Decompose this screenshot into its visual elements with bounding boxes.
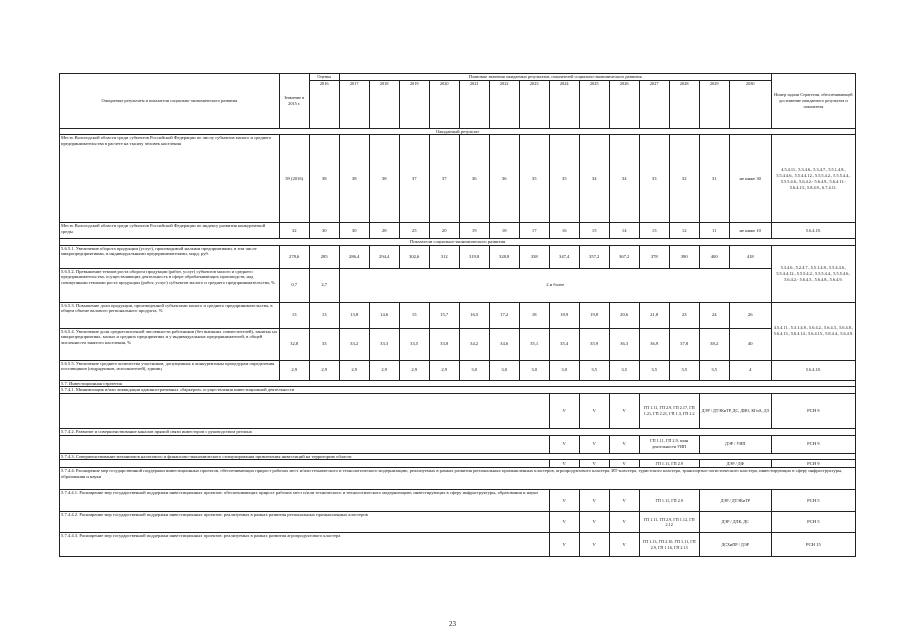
cell-value: 4	[729, 360, 771, 380]
cell-mark: V	[579, 460, 609, 468]
cell-value: 13,8	[339, 302, 369, 328]
cell-task: 4.5.4.11., 5.3.4.6., 5.3.4.7., 5.5.1.4.8., 5.5.4.4.6., 5.5.4.4.12., 5.5.5.4.2., 5.5.5.4.4., 5.5.5.4.6., 5.6.4.2.- 5.6.4.9., 5.6.4.11.- 5.6.4.13., 5.8.4.9., 6.7.4.11.	[771, 135, 855, 223]
cell-result: РСН 5	[771, 512, 855, 533]
cell-value: 33	[309, 328, 339, 360]
cell-task: 5.6.4.18.	[771, 360, 855, 380]
cell-mark: V	[609, 393, 639, 428]
cell-value: 14	[609, 223, 639, 239]
cell-mark: V	[549, 490, 579, 512]
cell-value: 37	[429, 135, 459, 223]
year-header: 2017	[339, 80, 369, 128]
cell-value: 378	[639, 245, 669, 268]
cell-value: 33	[639, 135, 669, 223]
indicator-row-label: 5.6.5.3. Повышение доли продукции, произведенной субъектами малого и среднего предпринимательства, в общем объеме валового регионального продукта, %	[60, 302, 280, 328]
cell-value: 294,4	[369, 245, 399, 268]
cell-value: 17,2	[489, 302, 519, 328]
strategy-row-title: 5.7.4.4. Расширение мер государственной поддержки инвестиционных проектов, обеспечивающих прирост рабочих мест и/или технического и технологического модернизацию, реализуемых в рамках развития региональных промышленных кластеров, агропродуктового кластера, ИТ-кластера, туристского кластера, транспортно-логистического кластера, инвестирующих в сферу инфраструктуры, образования и науки	[60, 468, 856, 490]
year-header: 2026	[609, 80, 639, 128]
strategy-row-title: 5.7.4.1. Минимизация и/или ликвидация административных «барьеров» осуществления инвестиционной деятельности	[60, 387, 856, 394]
cell-value: 37,8	[669, 328, 699, 360]
indicator-row-label: 5.6.5.1. Увеличение оборота продукции (услуг), производимой малыми предприятиями, в том числе микропредприятиями, и индивидуальными предпринимателями, млрд. руб.	[60, 245, 280, 268]
cell-value: 3,0	[459, 360, 489, 380]
year-header: 2018	[369, 80, 399, 128]
year-header: 2027	[639, 80, 669, 128]
cell-executors: ДЭР / ДЛК, ДС	[699, 512, 771, 533]
strategy-row-title: 5.7.4.2. Развитие и совершенствование каналов прямой связи инвесторов с руководством региона	[60, 428, 856, 435]
cell-programs: ГП 1.11, ГП 2.9, план деятельности УИП	[639, 435, 699, 453]
cell-mark: V	[579, 393, 609, 428]
cell-value: 418	[729, 245, 771, 268]
cell-task: 5.6.4.18.	[771, 223, 855, 239]
cell-value: 319,8	[459, 245, 489, 268]
cell-base: 278,6	[279, 245, 309, 268]
cell-value: 302,6	[399, 245, 429, 268]
cell-value: 33,5	[399, 328, 429, 360]
cell-mark: V	[609, 435, 639, 453]
strategy-row-label: 5.7.4.4.3. Расширение мер государственной поддержки инвестиционных проектов: реализуемых в рамках развития агропродуктового кластера	[60, 533, 550, 557]
cell-value: 20,6	[609, 302, 639, 328]
cell-value: 3,0	[489, 360, 519, 380]
year-header: 2024	[549, 80, 579, 128]
cell-mark: V	[549, 533, 579, 557]
cell-value: 33,8	[429, 328, 459, 360]
cell-programs: ГП 1.11, ГП 2.9, ГП 2.17, ГП 1.21, ГП 2.21, ГП 1.3, ГП 2.2	[639, 393, 699, 428]
indicator-row-label: 5.6.5.4. Увеличение доли среднесписочной численности работников (без внешних совместителей), занятых на микропредприятиях, малых и средних предприятиях и у индивидуальных предпринимателей, в общей численности занятого населения, %	[60, 328, 280, 360]
strategy-row-label: 5.7.4.4.2. Расширение мер государственной поддержки инвестиционных проектов: реализуемых в рамках развития региональных промышленных кластеров	[60, 512, 550, 533]
cell-value: 36	[459, 135, 489, 223]
indicator-row-label: 5.6.5.5. Увеличение среднего количества участников, допущенных к конкурентным процедурам определения поставщиков (подрядчиков, исполнителей), единиц	[60, 360, 280, 380]
cell-value: 36	[489, 135, 519, 223]
header-indicators: Ожидаемые результаты и показатели социально-экономического развития	[60, 74, 280, 129]
cell-base: 32	[279, 223, 309, 239]
header-planned: Плановые значения ожидаемых результатов, показателей социально-экономического развития	[339, 74, 771, 81]
cell-value: 11	[699, 223, 729, 239]
cell-value: 35,1	[519, 328, 549, 360]
cell-task: 5.3.4.6., 5.2.4.7., 5.5.1.4.8., 5.5.4.4.6., 5.5.4.4.12., 5.5.5.4.2., 5.5.5.4.4., 5.5.5.4.6., 5.6.4.2.- 5.6.4.5., 5.6.4.8., 5.6.4.9.	[771, 245, 855, 302]
cell-value: 30	[339, 223, 369, 239]
cell-mark: V	[609, 490, 639, 512]
year-header: 2016	[309, 80, 339, 128]
year-header: 2028	[669, 80, 699, 128]
cell-value: 19,8	[579, 302, 609, 328]
cell-value: 3,5	[609, 360, 639, 380]
cell-value: 24	[699, 302, 729, 328]
cell-executors: ДЭР / УИП	[699, 435, 771, 453]
cell-value: 338	[519, 245, 549, 268]
cell-base: 32,8	[279, 328, 309, 360]
cell-value: 32	[669, 135, 699, 223]
cell-value: 18,9	[549, 302, 579, 328]
cell-value: 2,9	[429, 360, 459, 380]
year-header: 2020	[429, 80, 459, 128]
cell-value: 3,5	[579, 360, 609, 380]
cell-value: 35,9	[579, 328, 609, 360]
cell-value: 14,6	[369, 302, 399, 328]
cell-value: 347,4	[549, 245, 579, 268]
cell-mark: V	[549, 512, 579, 533]
cell-value: 16,5	[459, 302, 489, 328]
cell-mark: V	[609, 460, 639, 468]
header-estimate: Оценка	[309, 74, 339, 81]
cell-value: 37	[399, 135, 429, 223]
section-indicators: Показатели социально-экономического развития	[60, 239, 856, 246]
header-value-2015: Значение в 2015 г.	[279, 74, 309, 129]
cell-programs: ГП 1.11, ГП 2.9	[639, 490, 699, 512]
cell-executors: ДЭР / ДФ	[699, 460, 771, 468]
expected-row-label: Место Вологодской области среди субъектов Российской Федерации по индексу развития конкурентной среды	[60, 223, 280, 239]
cell-programs: ГП 1.11, ГП 2.9	[639, 460, 699, 468]
cell-value: 3,5	[639, 360, 669, 380]
cell-result: РСН 15	[771, 533, 855, 557]
cell-value: не ниже 30	[729, 135, 771, 223]
cell-executors: ДЭР / ДТЭКиТР	[699, 490, 771, 512]
cell-value: 26	[729, 302, 771, 328]
cell-value: 20	[429, 223, 459, 239]
year-header: 2019	[399, 80, 429, 128]
cell-value: 33,2	[339, 328, 369, 360]
cell-value: 30	[309, 223, 339, 239]
cell-mark: V	[609, 512, 639, 533]
cell-value: 390	[669, 245, 699, 268]
cell-executors: ДЭР / ДТЭКиТР, ДС, ДИО, КГиА, ДЗ	[699, 393, 771, 428]
cell-value: 17	[519, 223, 549, 239]
year-header: 2030	[729, 80, 771, 128]
cell-value: 285	[309, 245, 339, 268]
header-task: Номер задачи Стратегии, обеспечивающей достижение ожидаемого результата и показателя	[771, 74, 855, 129]
strategy-table	[59, 73, 856, 557]
cell-value: 31	[699, 135, 729, 223]
cell-value: 2,7	[309, 268, 339, 302]
cell-value: 19	[459, 223, 489, 239]
section-strategy: 5.7. Инвестиционная стратегия	[60, 380, 856, 387]
cell-value: 34	[579, 135, 609, 223]
cell-value: 36,9	[639, 328, 669, 360]
strategy-row-label: 5.7.4.4.1. Расширение мер государственной поддержки инвестиционных проектов: обеспечивающих прирост рабочих мест и/или технического и технологического модернизацию; инвестирующих в сферу инфраструктуры, образования и науки	[60, 490, 550, 512]
indicator-row-label: 5.6.5.2. Превышение темпов роста оборота продукции (работ, услуг) субъектов малого и среднего предпринимательства, осуществляющих деятельность в сфере обрабатывающих производств, над совокупными темпами роста продукции (работ, услуг) субъектов малого и среднего предпринимательства, %	[60, 268, 280, 302]
cell-value: 400	[699, 245, 729, 268]
cell-value: 18	[519, 302, 549, 328]
cell-value: 16	[549, 223, 579, 239]
cell-result: РСН 9	[771, 460, 855, 468]
cell-mark: V	[549, 393, 579, 428]
year-header: 2025	[579, 80, 609, 128]
cell-base: 39 (2016)	[279, 135, 309, 223]
cell-value: 312	[429, 245, 459, 268]
cell-mark: V	[549, 460, 579, 468]
cell-executors: ДСХиПР / ДЭР	[699, 533, 771, 557]
year-header: 2022	[489, 80, 519, 128]
cell-mark: V	[579, 512, 609, 533]
cell-value: 21,8	[639, 302, 669, 328]
cell-mark: V	[579, 490, 609, 512]
section-expected: Ожидаемый результат	[60, 128, 856, 135]
cell-value: 35	[519, 135, 549, 223]
cell-value: 40	[729, 328, 771, 360]
cell-value: 2,9	[309, 360, 339, 380]
cell-value: 357,2	[579, 245, 609, 268]
cell-value: 12	[669, 223, 699, 239]
cell-value: 2,9	[399, 360, 429, 380]
cell-value: 34	[609, 135, 639, 223]
strategy-row-title: 5.7.4.3. Совершенствование механизмов налогового и финансово-экономического стимулирования привлечения инвестиций на территорию области	[60, 453, 856, 460]
cell-value: 38,2	[699, 328, 729, 360]
cell-value: 367,2	[609, 245, 639, 268]
cell-value: 3,0	[519, 360, 549, 380]
cell-value: 34,6	[489, 328, 519, 360]
cell-value: 15	[579, 223, 609, 239]
cell-value: 3,5	[699, 360, 729, 380]
cell-mark: V	[579, 435, 609, 453]
cell-value: не ниже 10	[729, 223, 771, 239]
cell-programs: ГП 1.13, ГП 2.10, ГП 1.11, ГП 2.9, ГП 1.16, ГП 2.13	[639, 533, 699, 557]
cell-result: РСН 9	[771, 435, 855, 453]
year-header: 2021	[459, 80, 489, 128]
cell-merged-value: 2 и более	[339, 268, 771, 302]
cell-base: 0,7	[279, 268, 309, 302]
cell-base: 2,9	[279, 360, 309, 380]
cell-value: 38	[309, 135, 339, 223]
year-header: 2023	[519, 80, 549, 128]
cell-task: 4.5.4.11., 5.3.1.4.8., 5.6.4.2., 5.6.4.3., 5.6.4.8., 5.6.4.13., 5.6.4.14., 5.6.4.15., 5.8.4.4., 5.6.4.9.	[771, 302, 855, 360]
cell-result: РСН 5	[771, 490, 855, 512]
page-number: 23	[449, 620, 456, 628]
cell-value: 35,4	[549, 328, 579, 360]
cell-value: 3,5	[669, 360, 699, 380]
cell-value: 2,9	[369, 360, 399, 380]
cell-mark: V	[609, 533, 639, 557]
expected-row-label: Место Вологодской области среди субъектов Российской Федерации по числу субъектов малого и среднего предпринимательства в расчете на тысячу человек населения	[60, 135, 280, 223]
cell-result: РСН 9	[771, 393, 855, 428]
cell-value: 15	[399, 302, 429, 328]
cell-value: 25	[399, 223, 429, 239]
cell-value: 38	[369, 135, 399, 223]
cell-value: 13	[309, 302, 339, 328]
cell-value: 35	[549, 135, 579, 223]
cell-value: 2,9	[339, 360, 369, 380]
cell-programs: ГП 1.11, ГП 2.9, ГП 1.12, ГП 2.12	[639, 512, 699, 533]
cell-value: 36,3	[609, 328, 639, 360]
cell-value: 18	[489, 223, 519, 239]
cell-mark: V	[549, 435, 579, 453]
cell-value: 34,2	[459, 328, 489, 360]
cell-value: 15,7	[429, 302, 459, 328]
year-header: 2029	[699, 80, 729, 128]
cell-mark: V	[579, 533, 609, 557]
cell-value: 286,4	[339, 245, 369, 268]
cell-value: 13	[639, 223, 669, 239]
cell-value: 23	[669, 302, 699, 328]
cell-value: 28	[369, 223, 399, 239]
cell-value: 33,3	[369, 328, 399, 360]
cell-value: 3,0	[549, 360, 579, 380]
cell-value: 328,8	[489, 245, 519, 268]
cell-base: 13	[279, 302, 309, 328]
cell-value: 38	[339, 135, 369, 223]
